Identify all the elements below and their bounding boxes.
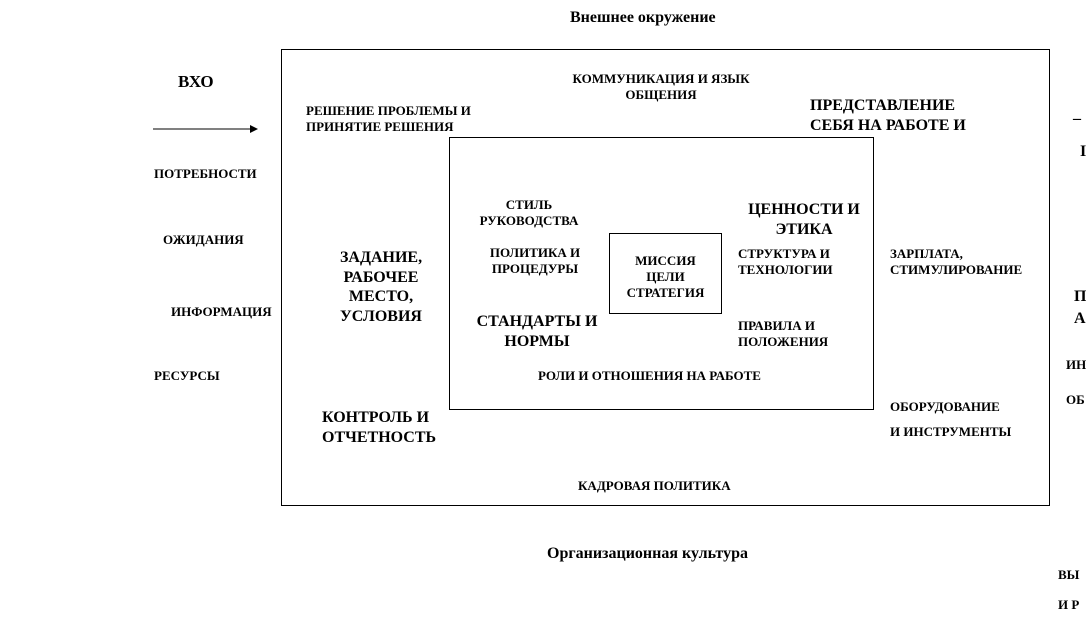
- right-edge-char-p: П: [1074, 288, 1086, 305]
- inputs-heading: ВХО: [178, 72, 214, 91]
- right-edge-dash: _: [1073, 105, 1081, 122]
- values-ethics-label: ЦЕННОСТИ И ЭТИКА: [748, 201, 860, 238]
- input-arrow: [150, 122, 262, 136]
- external-environment-label: Внешнее окружение: [570, 9, 716, 26]
- input-resources: РЕСУРСЫ: [154, 368, 220, 383]
- leadership-style-label: СТИЛЬ РУКОВОДСТВА: [479, 197, 579, 228]
- standards-norms-label: СТАНДАРТЫ И НОРМЫ: [476, 313, 598, 350]
- equipment-label: ОБОРУДОВАНИЕ: [890, 399, 1000, 414]
- salary-label: ЗАРПЛАТА, СТИМУЛИРОВАНИЕ: [890, 246, 1023, 277]
- right-edge-in: ИН: [1066, 357, 1086, 372]
- right-edge-ir: И Р: [1058, 597, 1080, 612]
- rules-regulations-label: ПРАВИЛА И ПОЛОЖЕНИЯ: [738, 318, 829, 349]
- control-label: КОНТРОЛЬ И ОТЧЕТНОСТЬ: [322, 409, 437, 446]
- right-edge-char-a: А: [1074, 310, 1086, 327]
- tools-label: И ИНСТРУМЕНТЫ: [890, 424, 1012, 439]
- input-expectations: ОЖИДАНИЯ: [163, 232, 244, 247]
- communication-label: КОММУНИКАЦИЯ И ЯЗЫК ОБЩЕНИЯ: [572, 71, 750, 102]
- task-workplace-label: ЗАДАНИЕ, РАБОЧЕЕ МЕСТО, УСЛОВИЯ: [339, 249, 423, 325]
- hr-policy-label: КАДРОВАЯ ПОЛИТИКА: [578, 478, 731, 493]
- right-edge-ob: ОБ: [1066, 392, 1085, 407]
- right-edge-char-top: I: [1080, 143, 1086, 160]
- self-presentation-label: ПРЕДСТАВЛЕНИЕ СЕБЯ НА РАБОТЕ И: [810, 97, 966, 134]
- org-culture-label: Организационная культура: [547, 545, 748, 562]
- problem-solving-label: РЕШЕНИЕ ПРОБЛЕМЫ И ПРИНЯТИЕ РЕШЕНИЯ: [306, 103, 471, 134]
- right-edge-vy: ВЫ: [1058, 567, 1080, 582]
- mission-goals-strategy-label: МИССИЯ ЦЕЛИ СТРАТЕГИЯ: [626, 253, 705, 300]
- policy-procedures-label: ПОЛИТИКА И ПРОЦЕДУРЫ: [489, 245, 581, 276]
- roles-relations-label: РОЛИ И ОТНОШЕНИЯ НА РАБОТЕ: [538, 368, 761, 383]
- structure-technology-label: СТРУКТУРА И ТЕХНОЛОГИИ: [738, 246, 833, 277]
- input-information: ИНФОРМАЦИЯ: [171, 304, 272, 319]
- input-needs: ПОТРЕБНОСТИ: [154, 166, 257, 181]
